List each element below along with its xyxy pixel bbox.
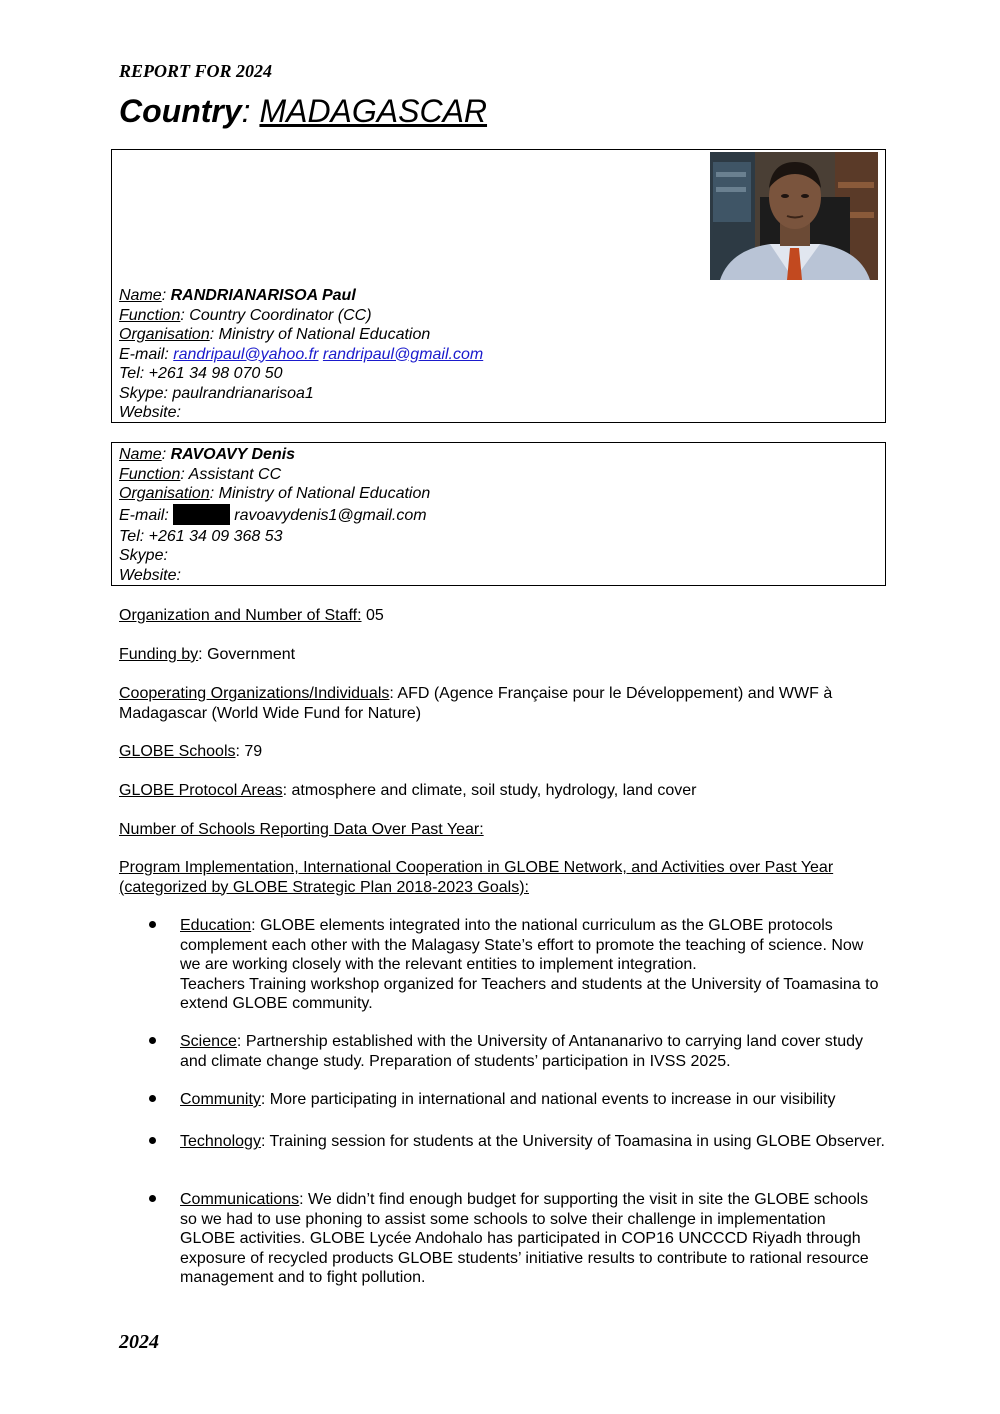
staff-label: Organization and Number of Staff:	[119, 607, 362, 624]
staff-line	[119, 606, 889, 626]
goal-label: Technology	[180, 1133, 261, 1150]
country-label: Country	[119, 93, 242, 129]
coordinator-function: : Country Coordinator (CC)	[180, 306, 372, 324]
goal-text: : We didn’t find enough budget for supporting the visit in site the GLOBE schools so we had to use phoning to assist some schools to solve their challenge in implementation GLOBE activities. GLOBE Lycée Andohalo has participated in COP16 UNCCCD Riyadh through exposure of recycled products GLOBE students’ initiative results to contribute to rational resource management and to fight pollution.	[180, 1191, 869, 1286]
email-label: E-mail:	[119, 506, 174, 524]
redaction-block	[173, 504, 230, 525]
bullet-icon	[149, 1137, 156, 1144]
goal-education-text-2: Teachers Training workshop organized for Teachers and students at the University of Toamasina to extend GLOBE community.	[180, 975, 879, 1012]
assistant-organisation-line	[119, 484, 430, 504]
coordinator-name-line: Name: RANDRIANARISOA Paul	[119, 287, 356, 304]
assistant-name-line: Name: RAVOAVY Denis	[119, 446, 296, 463]
funding-label: Funding by	[119, 646, 199, 663]
report-label: REPORT FOR 2024	[119, 61, 273, 81]
assistant-details	[119, 445, 430, 585]
country-value: MADAGASCAR	[259, 93, 488, 129]
assistant-tel: Tel: +261 34 09 368 53	[119, 527, 283, 545]
coordinator-organisation-line	[119, 325, 483, 345]
goal-label: Education	[180, 917, 252, 934]
coordinator-organisation: : Ministry of National Education	[209, 326, 431, 343]
coordinator-email-link-1[interactable]: randripaul@yahoo.fr	[173, 345, 319, 363]
staff-value: 05	[361, 607, 384, 624]
program-implementation-label: Program Implementation, International Cooperation in GLOBE Network, and Activities over Past Year (categorized by GLOBE Strategic Plan 2018-2023 Goals):	[119, 859, 834, 896]
organisation-label: Organisation	[119, 485, 210, 502]
funding-value: : Government	[198, 646, 296, 663]
bullet-icon	[149, 1037, 156, 1044]
bullet-icon	[149, 921, 156, 928]
goal-text: : GLOBE elements integrated into the national curriculum as the GLOBE protocols complement each other with the Malagasy State’s effort to promote the teaching of science. Now we are working closely with the relevant entities to implement integration.	[180, 917, 864, 973]
assistant-name: RAVOAVY Denis	[170, 446, 296, 463]
globe-schools-line	[119, 742, 889, 762]
assistant-email-line	[119, 504, 430, 527]
coordinator-details	[119, 286, 483, 423]
coordinator-name: RANDRIANARISOA Paul	[170, 287, 356, 304]
organisation-label: Organisation	[119, 326, 210, 343]
assistant-skype: Skype:	[119, 547, 168, 564]
funding-line	[119, 645, 889, 665]
coordinator-tel: Tel: +261 34 98 070 50	[119, 365, 283, 382]
name-label: Name	[119, 287, 162, 304]
protocol-areas-value: : atmosphere and climate, soil study, hydrology, land cover	[282, 782, 697, 799]
name-label: Name	[119, 446, 162, 463]
assistant-email: ravoavydenis1@gmail.com	[234, 506, 427, 524]
coordinator-email-line	[119, 345, 483, 365]
coordinator-website: Website:	[119, 404, 181, 421]
protocol-areas-line	[119, 781, 889, 801]
goal-label: Community	[180, 1091, 261, 1108]
goal-science	[180, 1032, 885, 1071]
goal-text: : Training session for students at the University of Toamasina in using GLOBE Observer.	[260, 1133, 885, 1150]
coordinator-email-link-2[interactable]: randripaul@gmail.com	[322, 345, 484, 363]
protocol-areas-label: GLOBE Protocol Areas	[119, 782, 283, 799]
goal-education	[180, 916, 885, 1014]
goal-communications	[180, 1190, 885, 1288]
bullet-icon	[149, 1195, 156, 1202]
coordinator-function-line	[119, 306, 483, 326]
assistant-website: Website:	[119, 566, 181, 584]
coordinator-photo	[710, 152, 878, 280]
country-heading	[119, 92, 487, 130]
goal-community	[180, 1090, 885, 1110]
goal-label: Science	[180, 1033, 237, 1050]
person-portrait-icon	[710, 152, 878, 280]
goal-technology	[180, 1132, 885, 1152]
email-label: E-mail:	[119, 345, 174, 363]
country-separator: :	[241, 93, 260, 129]
bullet-icon	[149, 1095, 156, 1102]
globe-schools-label: GLOBE Schools	[119, 743, 236, 760]
assistant-function-line	[119, 465, 430, 485]
coordinator-skype: Skype: paulrandrianarisoa1	[119, 384, 314, 402]
goal-text: : Partnership established with the University of Antananarivo to carrying land cover study and climate change study. Preparation of students’ participation in IVSS 2025.	[180, 1033, 864, 1070]
cooperating-label: Cooperating Organizations/Individuals	[119, 685, 390, 702]
assistant-contact-box	[111, 442, 886, 586]
function-label: Function	[119, 306, 181, 324]
schools-reporting-label: Number of Schools Reporting Data Over Past Year:	[119, 821, 484, 838]
globe-schools-value: : 79	[235, 743, 263, 760]
assistant-function: : Assistant CC	[180, 465, 282, 483]
cooperating-line	[119, 684, 879, 723]
coordinator-contact-box	[111, 149, 886, 423]
assistant-organisation: : Ministry of National Education	[209, 485, 431, 502]
schools-reporting-line	[119, 820, 889, 840]
goal-label: Communications	[180, 1191, 300, 1208]
footer-year: 2024	[119, 1331, 159, 1353]
program-implementation-line	[119, 858, 879, 897]
goal-text: : More participating in international and national events to increase in our visibility	[260, 1091, 836, 1108]
cooperating-value: : AFD (Agence Française pour le Développement) and WWF à Madagascar (World Wide Fund for Nature)	[119, 685, 833, 722]
goal-education-text	[180, 916, 885, 975]
function-label: Function	[119, 465, 181, 483]
